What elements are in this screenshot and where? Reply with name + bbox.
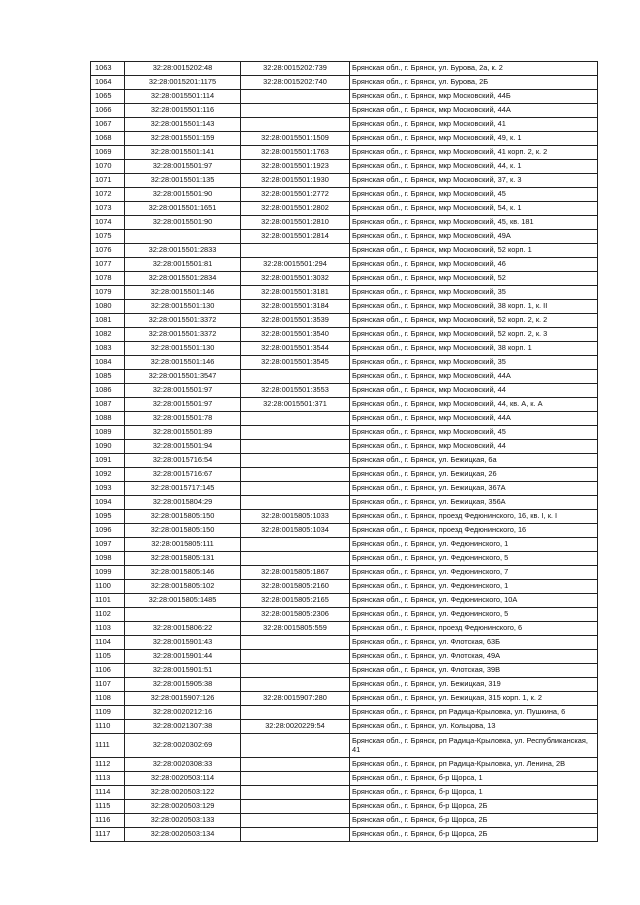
premises-cadastral-number-cell	[241, 814, 350, 828]
premises-cadastral-number-cell	[241, 538, 350, 552]
table-row	[91, 384, 598, 398]
address-cell: Брянская обл., г. Брянск, мкр Московский, 52 корп. 1	[350, 244, 598, 258]
row-number-cell: 1065	[91, 90, 125, 104]
table-row	[91, 370, 598, 384]
cadastral-number-cell: 32:28:0015501:3372	[125, 314, 241, 328]
premises-cadastral-number-cell	[241, 800, 350, 814]
cadastral-number-cell: 32:28:0015501:81	[125, 258, 241, 272]
premises-cadastral-number-cell	[241, 772, 350, 786]
cadastral-number-cell: 32:28:0015804:29	[125, 496, 241, 510]
cadastral-number-cell: 32:28:0015501:146	[125, 286, 241, 300]
address-cell: Брянская обл., г. Брянск, мкр Московский, 37, к. 3	[350, 174, 598, 188]
premises-cadastral-number-cell	[241, 496, 350, 510]
row-number-cell: 1115	[91, 800, 125, 814]
cadastral-number-cell: 32:28:0015901:51	[125, 664, 241, 678]
row-number-cell: 1063	[91, 62, 125, 76]
address-cell: Брянская обл., г. Брянск, мкр Московский, 44А	[350, 370, 598, 384]
row-number-cell: 1067	[91, 118, 125, 132]
address-cell: Брянская обл., г. Брянск, мкр Московский, 41	[350, 118, 598, 132]
cadastral-number-cell: 32:28:0015501:90	[125, 216, 241, 230]
cadastral-number-cell: 32:28:0015202:48	[125, 62, 241, 76]
row-number-cell: 1100	[91, 580, 125, 594]
row-number-cell: 1110	[91, 720, 125, 734]
table-row	[91, 786, 598, 800]
cadastral-number-cell: 32:28:0015805:150	[125, 524, 241, 538]
table-row	[91, 814, 598, 828]
address-cell: Брянская обл., г. Брянск, ул. Бежицкая, 356А	[350, 496, 598, 510]
row-number-cell: 1096	[91, 524, 125, 538]
address-cell: Брянская обл., г. Брянск, проезд Федюнинского, 6	[350, 622, 598, 636]
address-cell: Брянская обл., г. Брянск, мкр Московский, 38 корп. 1, к. II	[350, 300, 598, 314]
table-body	[91, 62, 598, 842]
premises-cadastral-number-cell: 32:28:0015805:1034	[241, 524, 350, 538]
cadastral-number-cell: 32:28:0020302:69	[125, 734, 241, 758]
address-cell: Брянская обл., г. Брянск, проезд Федюнинского, 16, кв. I, к. I	[350, 510, 598, 524]
premises-cadastral-number-cell: 32:28:0015805:2306	[241, 608, 350, 622]
cadastral-number-cell: 32:28:0015201:1175	[125, 76, 241, 90]
cadastral-number-cell: 32:28:0015501:141	[125, 146, 241, 160]
table-row	[91, 566, 598, 580]
premises-cadastral-number-cell	[241, 786, 350, 800]
address-cell: Брянская обл., г. Брянск, ул. Флотская, 63Б	[350, 636, 598, 650]
table-row	[91, 772, 598, 786]
cadastral-number-cell: 32:28:0015501:135	[125, 174, 241, 188]
row-number-cell: 1116	[91, 814, 125, 828]
row-number-cell: 1087	[91, 398, 125, 412]
row-number-cell: 1112	[91, 758, 125, 772]
row-number-cell: 1090	[91, 440, 125, 454]
table-row	[91, 454, 598, 468]
row-number-cell: 1105	[91, 650, 125, 664]
row-number-cell: 1092	[91, 468, 125, 482]
row-number-cell: 1078	[91, 272, 125, 286]
cadastral-number-cell: 32:28:0015901:43	[125, 636, 241, 650]
premises-cadastral-number-cell: 32:28:0015501:3544	[241, 342, 350, 356]
table-row	[91, 90, 598, 104]
cadastral-number-cell: 32:28:0020503:114	[125, 772, 241, 786]
address-cell: Брянская обл., г. Брянск, ул. Федюнинского, 7	[350, 566, 598, 580]
cadastral-number-cell: 32:28:0015805:131	[125, 552, 241, 566]
table-row	[91, 758, 598, 772]
table-row	[91, 286, 598, 300]
premises-cadastral-number-cell: 32:28:0015501:2802	[241, 202, 350, 216]
row-number-cell: 1075	[91, 230, 125, 244]
table-row	[91, 202, 598, 216]
table-row	[91, 692, 598, 706]
row-number-cell: 1080	[91, 300, 125, 314]
address-cell: Брянская обл., г. Брянск, мкр Московский, 44, к. 1	[350, 160, 598, 174]
table-row	[91, 356, 598, 370]
table-row	[91, 426, 598, 440]
cadastral-number-cell: 32:28:0015501:1651	[125, 202, 241, 216]
row-number-cell: 1107	[91, 678, 125, 692]
premises-cadastral-number-cell: 32:28:0020229:54	[241, 720, 350, 734]
address-cell: Брянская обл., г. Брянск, ул. Флотская, 39В	[350, 664, 598, 678]
table-row	[91, 440, 598, 454]
premises-cadastral-number-cell	[241, 370, 350, 384]
table-row	[91, 524, 598, 538]
premises-cadastral-number-cell: 32:28:0015805:1033	[241, 510, 350, 524]
row-number-cell: 1072	[91, 188, 125, 202]
cadastral-number-cell: 32:28:0015716:67	[125, 468, 241, 482]
cadastral-number-cell: 32:28:0021307:38	[125, 720, 241, 734]
address-cell: Брянская обл., г. Брянск, б-р Щорса, 1	[350, 772, 598, 786]
row-number-cell: 1113	[91, 772, 125, 786]
table-row	[91, 496, 598, 510]
table-row	[91, 244, 598, 258]
table-row	[91, 230, 598, 244]
cadastral-number-cell: 32:28:0015907:126	[125, 692, 241, 706]
address-cell: Брянская обл., г. Брянск, ул. Бежицкая, 6а	[350, 454, 598, 468]
address-cell: Брянская обл., г. Брянск, мкр Московский, 44А	[350, 412, 598, 426]
premises-cadastral-number-cell	[241, 734, 350, 758]
row-number-cell: 1064	[91, 76, 125, 90]
address-cell: Брянская обл., г. Брянск, ул. Бежицкая, 315 корп. 1, к. 2	[350, 692, 598, 706]
table-row	[91, 300, 598, 314]
table-row	[91, 76, 598, 90]
row-number-cell: 1108	[91, 692, 125, 706]
cadastral-number-cell: 32:28:0015805:146	[125, 566, 241, 580]
premises-cadastral-number-cell: 32:28:0015907:280	[241, 692, 350, 706]
row-number-cell: 1081	[91, 314, 125, 328]
row-number-cell: 1085	[91, 370, 125, 384]
table-row	[91, 118, 598, 132]
row-number-cell: 1106	[91, 664, 125, 678]
table-row	[91, 132, 598, 146]
row-number-cell: 1071	[91, 174, 125, 188]
cadastral-number-cell: 32:28:0015805:111	[125, 538, 241, 552]
cadastral-number-cell: 32:28:0015501:97	[125, 384, 241, 398]
address-cell: Брянская обл., г. Брянск, ул. Флотская, 49А	[350, 650, 598, 664]
address-cell: Брянская обл., г. Брянск, б-р Щорса, 2Б	[350, 814, 598, 828]
cadastral-number-cell: 32:28:0015806:22	[125, 622, 241, 636]
row-number-cell: 1091	[91, 454, 125, 468]
row-number-cell: 1088	[91, 412, 125, 426]
address-cell: Брянская обл., г. Брянск, мкр Московский, 38 корп. 1	[350, 342, 598, 356]
address-cell: Брянская обл., г. Брянск, мкр Московский, 44, кв. А, к. А	[350, 398, 598, 412]
cadastral-number-cell: 32:28:0015805:150	[125, 510, 241, 524]
cadastral-number-cell: 32:28:0015501:116	[125, 104, 241, 118]
table-row	[91, 62, 598, 76]
premises-cadastral-number-cell: 32:28:0015501:1763	[241, 146, 350, 160]
address-cell: Брянская обл., г. Брянск, мкр Московский, 41 корп. 2, к. 2	[350, 146, 598, 160]
table-row	[91, 188, 598, 202]
row-number-cell: 1089	[91, 426, 125, 440]
premises-cadastral-number-cell	[241, 440, 350, 454]
cadastral-number-cell: 32:28:0015905:38	[125, 678, 241, 692]
address-cell: Брянская обл., г. Брянск, мкр Московский, 52 корп. 2, к. 3	[350, 328, 598, 342]
table-row	[91, 650, 598, 664]
table-row	[91, 342, 598, 356]
cadastral-number-cell: 32:28:0015501:97	[125, 160, 241, 174]
row-number-cell: 1077	[91, 258, 125, 272]
premises-cadastral-number-cell: 32:28:0015501:1930	[241, 174, 350, 188]
table-row	[91, 468, 598, 482]
table-row	[91, 160, 598, 174]
premises-cadastral-number-cell	[241, 706, 350, 720]
address-cell: Брянская обл., г. Брянск, б-р Щорса, 1	[350, 786, 598, 800]
cadastral-number-cell: 32:28:0015501:97	[125, 398, 241, 412]
property-registry-table	[90, 61, 598, 842]
row-number-cell: 1082	[91, 328, 125, 342]
address-cell: Брянская обл., г. Брянск, ул. Федюнинского, 5	[350, 608, 598, 622]
premises-cadastral-number-cell: 32:28:0015501:3181	[241, 286, 350, 300]
table-row	[91, 510, 598, 524]
table-row	[91, 104, 598, 118]
row-number-cell: 1069	[91, 146, 125, 160]
premises-cadastral-number-cell	[241, 118, 350, 132]
row-number-cell: 1093	[91, 482, 125, 496]
table-row	[91, 328, 598, 342]
premises-cadastral-number-cell	[241, 90, 350, 104]
row-number-cell: 1074	[91, 216, 125, 230]
premises-cadastral-number-cell	[241, 828, 350, 842]
cadastral-number-cell: 32:28:0015805:1485	[125, 594, 241, 608]
row-number-cell: 1076	[91, 244, 125, 258]
premises-cadastral-number-cell: 32:28:0015202:739	[241, 62, 350, 76]
address-cell: Брянская обл., г. Брянск, ул. Бурова, 2а, к. 2	[350, 62, 598, 76]
premises-cadastral-number-cell: 32:28:0015501:1923	[241, 160, 350, 174]
cadastral-number-cell: 32:28:0015501:114	[125, 90, 241, 104]
table-row	[91, 398, 598, 412]
row-number-cell: 1111	[91, 734, 125, 758]
address-cell: Брянская обл., г. Брянск, мкр Московский, 45	[350, 188, 598, 202]
table-row	[91, 622, 598, 636]
row-number-cell: 1101	[91, 594, 125, 608]
address-cell: Брянская обл., г. Брянск, мкр Московский, 49, к. 1	[350, 132, 598, 146]
row-number-cell: 1079	[91, 286, 125, 300]
row-number-cell: 1102	[91, 608, 125, 622]
row-number-cell: 1066	[91, 104, 125, 118]
table-row	[91, 272, 598, 286]
address-cell: Брянская обл., г. Брянск, мкр Московский, 35	[350, 286, 598, 300]
table-row	[91, 664, 598, 678]
cadastral-number-cell: 32:28:0015501:2833	[125, 244, 241, 258]
cadastral-number-cell: 32:28:0015501:78	[125, 412, 241, 426]
address-cell: Брянская обл., г. Брянск, ул. Бежицкая, 26	[350, 468, 598, 482]
cadastral-number-cell: 32:28:0015501:130	[125, 300, 241, 314]
row-number-cell: 1073	[91, 202, 125, 216]
table-row	[91, 216, 598, 230]
cadastral-number-cell: 32:28:0020503:134	[125, 828, 241, 842]
row-number-cell: 1099	[91, 566, 125, 580]
row-number-cell: 1094	[91, 496, 125, 510]
table-row	[91, 720, 598, 734]
table-row	[91, 538, 598, 552]
premises-cadastral-number-cell	[241, 482, 350, 496]
table-row	[91, 800, 598, 814]
premises-cadastral-number-cell	[241, 758, 350, 772]
premises-cadastral-number-cell: 32:28:0015501:3032	[241, 272, 350, 286]
address-cell: Брянская обл., г. Брянск, б-р Щорса, 2Б	[350, 828, 598, 842]
row-number-cell: 1083	[91, 342, 125, 356]
premises-cadastral-number-cell: 32:28:0015501:3540	[241, 328, 350, 342]
cadastral-number-cell: 32:28:0015501:159	[125, 132, 241, 146]
premises-cadastral-number-cell: 32:28:0015501:3545	[241, 356, 350, 370]
address-cell: Брянская обл., г. Брянск, мкр Московский, 44Б	[350, 90, 598, 104]
premises-cadastral-number-cell	[241, 468, 350, 482]
premises-cadastral-number-cell	[241, 104, 350, 118]
cadastral-number-cell: 32:28:0015501:3547	[125, 370, 241, 384]
premises-cadastral-number-cell: 32:28:0015202:740	[241, 76, 350, 90]
address-cell: Брянская обл., г. Брянск, мкр Московский, 35	[350, 356, 598, 370]
premises-cadastral-number-cell	[241, 678, 350, 692]
table-row	[91, 314, 598, 328]
row-number-cell: 1109	[91, 706, 125, 720]
premises-cadastral-number-cell: 32:28:0015501:3184	[241, 300, 350, 314]
table-row	[91, 412, 598, 426]
row-number-cell: 1095	[91, 510, 125, 524]
row-number-cell: 1070	[91, 160, 125, 174]
cadastral-number-cell	[125, 608, 241, 622]
table-row	[91, 482, 598, 496]
premises-cadastral-number-cell: 32:28:0015501:3553	[241, 384, 350, 398]
table-row	[91, 580, 598, 594]
cadastral-number-cell: 32:28:0015501:90	[125, 188, 241, 202]
table-row	[91, 828, 598, 842]
cadastral-number-cell: 32:28:0015501:143	[125, 118, 241, 132]
cadastral-number-cell: 32:28:0015901:44	[125, 650, 241, 664]
address-cell: Брянская обл., г. Брянск, мкр Московский, 44А	[350, 104, 598, 118]
address-cell: Брянская обл., г. Брянск, мкр Московский, 49А	[350, 230, 598, 244]
table-row	[91, 552, 598, 566]
address-cell: Брянская обл., г. Брянск, ул. Федюнинского, 10А	[350, 594, 598, 608]
premises-cadastral-number-cell	[241, 552, 350, 566]
table-row	[91, 146, 598, 160]
premises-cadastral-number-cell: 32:28:0015805:2160	[241, 580, 350, 594]
address-cell: Брянская обл., г. Брянск, ул. Федюнинского, 1	[350, 580, 598, 594]
address-cell: Брянская обл., г. Брянск, ул. Бурова, 2Б	[350, 76, 598, 90]
cadastral-number-cell: 32:28:0020212:16	[125, 706, 241, 720]
address-cell: Брянская обл., г. Брянск, проезд Федюнинского, 16	[350, 524, 598, 538]
table-row	[91, 636, 598, 650]
premises-cadastral-number-cell: 32:28:0015805:559	[241, 622, 350, 636]
address-cell: Брянская обл., г. Брянск, мкр Московский, 44	[350, 440, 598, 454]
cadastral-number-cell: 32:28:0015501:94	[125, 440, 241, 454]
table-row	[91, 734, 598, 758]
table-row	[91, 174, 598, 188]
address-cell: Брянская обл., г. Брянск, ул. Бежицкая, 367А	[350, 482, 598, 496]
address-cell: Брянская обл., г. Брянск, ул. Кольцова, 13	[350, 720, 598, 734]
premises-cadastral-number-cell: 32:28:0015501:2810	[241, 216, 350, 230]
row-number-cell: 1097	[91, 538, 125, 552]
cadastral-number-cell: 32:28:0020503:122	[125, 786, 241, 800]
row-number-cell: 1086	[91, 384, 125, 398]
cadastral-number-cell: 32:28:0015805:102	[125, 580, 241, 594]
row-number-cell: 1117	[91, 828, 125, 842]
premises-cadastral-number-cell	[241, 426, 350, 440]
address-cell: Брянская обл., г. Брянск, мкр Московский, 45	[350, 426, 598, 440]
premises-cadastral-number-cell	[241, 454, 350, 468]
document-page	[90, 61, 597, 842]
address-cell: Брянская обл., г. Брянск, мкр Московский, 52 корп. 2, к. 2	[350, 314, 598, 328]
row-number-cell: 1068	[91, 132, 125, 146]
row-number-cell: 1114	[91, 786, 125, 800]
table-row	[91, 706, 598, 720]
address-cell: Брянская обл., г. Брянск, рп Радица-Крыловка, ул. Республиканская, 41	[350, 734, 598, 758]
address-cell: Брянская обл., г. Брянск, мкр Московский, 52	[350, 272, 598, 286]
table-row	[91, 258, 598, 272]
address-cell: Брянская обл., г. Брянск, мкр Московский, 54, к. 1	[350, 202, 598, 216]
address-cell: Брянская обл., г. Брянск, ул. Федюнинского, 1	[350, 538, 598, 552]
premises-cadastral-number-cell	[241, 636, 350, 650]
premises-cadastral-number-cell: 32:28:0015501:1509	[241, 132, 350, 146]
premises-cadastral-number-cell: 32:28:0015805:2165	[241, 594, 350, 608]
premises-cadastral-number-cell: 32:28:0015501:2772	[241, 188, 350, 202]
cadastral-number-cell: 32:28:0020503:133	[125, 814, 241, 828]
cadastral-number-cell: 32:28:0015717:145	[125, 482, 241, 496]
premises-cadastral-number-cell: 32:28:0015805:1867	[241, 566, 350, 580]
premises-cadastral-number-cell: 32:28:0015501:294	[241, 258, 350, 272]
premises-cadastral-number-cell: 32:28:0015501:2814	[241, 230, 350, 244]
table-row	[91, 678, 598, 692]
premises-cadastral-number-cell: 32:28:0015501:371	[241, 398, 350, 412]
address-cell: Брянская обл., г. Брянск, мкр Московский, 44	[350, 384, 598, 398]
premises-cadastral-number-cell	[241, 650, 350, 664]
premises-cadastral-number-cell	[241, 664, 350, 678]
cadastral-number-cell: 32:28:0015501:130	[125, 342, 241, 356]
address-cell: Брянская обл., г. Брянск, мкр Московский, 45, кв. 181	[350, 216, 598, 230]
address-cell: Брянская обл., г. Брянск, б-р Щорса, 2Б	[350, 800, 598, 814]
cadastral-number-cell: 32:28:0015501:89	[125, 426, 241, 440]
premises-cadastral-number-cell: 32:28:0015501:3539	[241, 314, 350, 328]
address-cell: Брянская обл., г. Брянск, мкр Московский, 46	[350, 258, 598, 272]
premises-cadastral-number-cell	[241, 244, 350, 258]
cadastral-number-cell: 32:28:0020503:129	[125, 800, 241, 814]
row-number-cell: 1084	[91, 356, 125, 370]
cadastral-number-cell: 32:28:0015501:2834	[125, 272, 241, 286]
row-number-cell: 1103	[91, 622, 125, 636]
cadastral-number-cell: 32:28:0015501:146	[125, 356, 241, 370]
address-cell: Брянская обл., г. Брянск, ул. Федюнинского, 5	[350, 552, 598, 566]
address-cell: Брянская обл., г. Брянск, рп Радица-Крыловка, ул. Ленина, 2В	[350, 758, 598, 772]
premises-cadastral-number-cell	[241, 412, 350, 426]
address-cell: Брянская обл., г. Брянск, ул. Бежицкая, 319	[350, 678, 598, 692]
table-row	[91, 608, 598, 622]
cadastral-number-cell: 32:28:0015501:3372	[125, 328, 241, 342]
row-number-cell: 1104	[91, 636, 125, 650]
cadastral-number-cell: 32:28:0020308:33	[125, 758, 241, 772]
row-number-cell: 1098	[91, 552, 125, 566]
cadastral-number-cell	[125, 230, 241, 244]
table-row	[91, 594, 598, 608]
address-cell: Брянская обл., г. Брянск, рп Радица-Крыловка, ул. Пушкина, 6	[350, 706, 598, 720]
cadastral-number-cell: 32:28:0015716:54	[125, 454, 241, 468]
